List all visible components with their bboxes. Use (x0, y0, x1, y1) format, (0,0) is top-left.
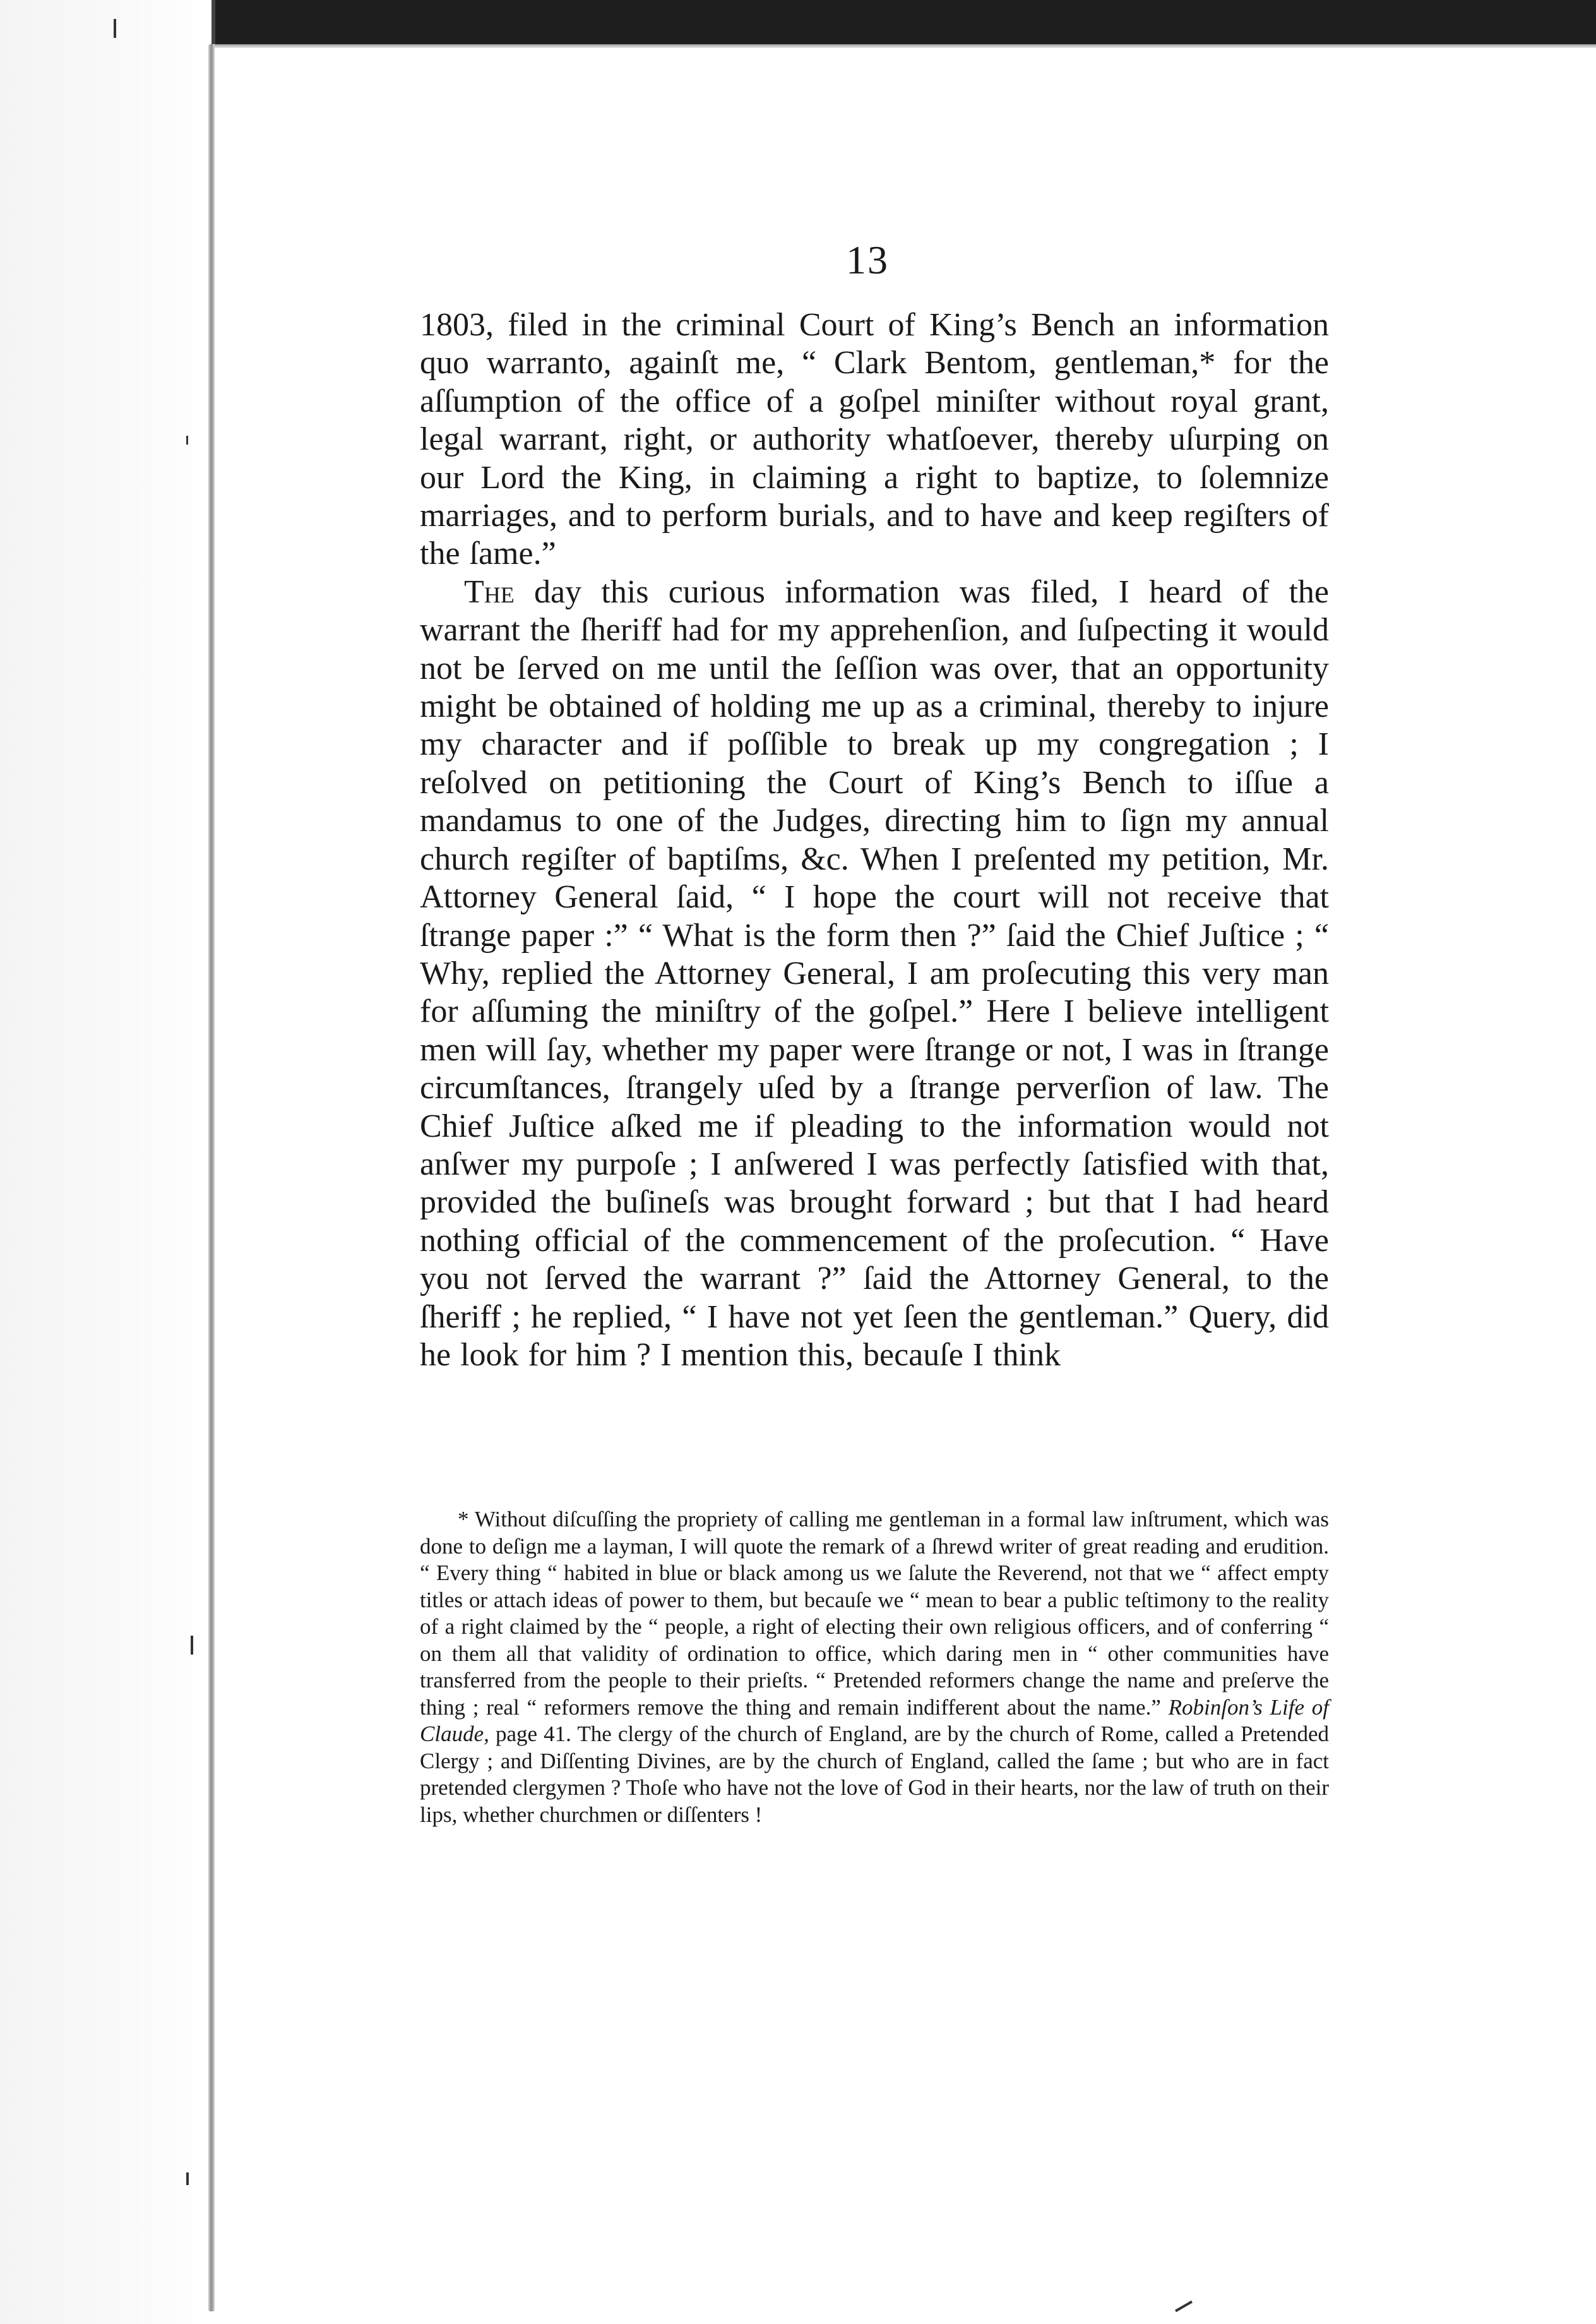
footnote-citation: Robinſon’s Life of Claude, (420, 1694, 1329, 1746)
scan-speck (186, 2172, 189, 2185)
footnote-quote: * Without diſcuſſing the propriety of calling me gentleman in a formal law inſtrument, which was done to deſign me a layman, I will quote the remark of a ſhrewd writer of great reading and erudition. “ Every thing “ habited in blue or black among us we ſalute the Reverend, not that we “ affect empty titles or attach ideas of power to them, but becauſe we “ mean to bear a public teſtimony to the reality of a right claimed by the “ people, a right of electing their own religious officers, and of conferring “ on them all that validity of ordination to office, which daring men in “ other communities have transferred from the people to their prieſts. “ Pretended reformers change the name and preſerve the thing ; real “ reformers remove the thing and remain indifferent about the name.” (420, 1507, 1329, 1720)
scan-top-border (215, 0, 1596, 44)
small-caps-lead: The (464, 573, 515, 610)
page-number: 13 (846, 237, 889, 282)
body-text (420, 306, 1329, 1374)
scan-speck (1175, 2301, 1193, 2312)
footnote-remark: page 41. The clergy of the church of England, are by the church of Rome, called a Pretended Clergy ; and Diſſenting Divines, are by the church of England, called the ſame ; but who are in fact pretended clergymen ? Thoſe who have not the love of God in their hearts, nor the law of truth on their lips, whether churchmen or diſſenters ! (420, 1722, 1330, 1827)
paragraph: 1803, filed in the criminal Court of King’s Bench an information quo warranto, againſt me, “ Clark Bentom, gentleman,* for the aſſumption of the office of a goſpel miniſter without royal grant, legal warrant, right, or authority whatſoever, thereby uſurping on our Lord the King, in claiming a right to baptize, to ſolemnize marriages, and to perform burials, and to have and keep regiſters of the ſame.” (420, 307, 1329, 572)
page-top-edge (215, 44, 1596, 48)
book-gutter-edge (208, 44, 215, 2311)
scan-left-margin (0, 0, 215, 2324)
footnote-text (420, 1506, 1329, 1828)
scan-speck (191, 1636, 193, 1655)
paragraph (420, 573, 1329, 1375)
paragraph-text: day this curious information was filed, I heard of the warrant the ſheriff had for my apprehenſion, and ſuſpecting it would not be ſerved on me until the ſeſſion was over, that an opportunity might be obtained of holding me up as a criminal, thereby to injure my character and if poſſible to break up my congregation ; I reſolved on petitioning the Court of King’s Bench to iſſue a mandamus to one of the Judges, directing him to ſign my annual church regiſter of baptiſms, &c. When I preſented my petition, Mr. Attorney General ſaid, “ I hope the court will not receive that ſtrange paper :” “ What is the form then ?” ſaid the Chief Juſtice ; “ Why, replied the Attorney General, I am proſecuting this very man for aſſuming the miniſtry of the goſpel.” Here I believe intelligent men will ſay, whether my paper were ſtrange or not, I was in ſtrange circumſtances, ſtrangely uſed by a ſtrange perverſion of law. The Chief Juſtice aſked me if pleading to the information would not anſwer my purpoſe ; I anſwered I was perfectly ſatisfied with that, provided the buſineſs was brought forward ; but that I had heard nothing official of the commencement of the proſecution. “ Have you not ſerved the warrant ?” ſaid the Attorney General, to the ſheriff ; he replied, “ I have not yet ſeen the gentleman.” Query, did he look for him ? I mention this, becauſe I think (420, 573, 1329, 1373)
gutter-edge-top (211, 0, 215, 44)
footnote (420, 1506, 1329, 1828)
scan-speck (114, 19, 116, 38)
scan-speck (186, 436, 188, 445)
